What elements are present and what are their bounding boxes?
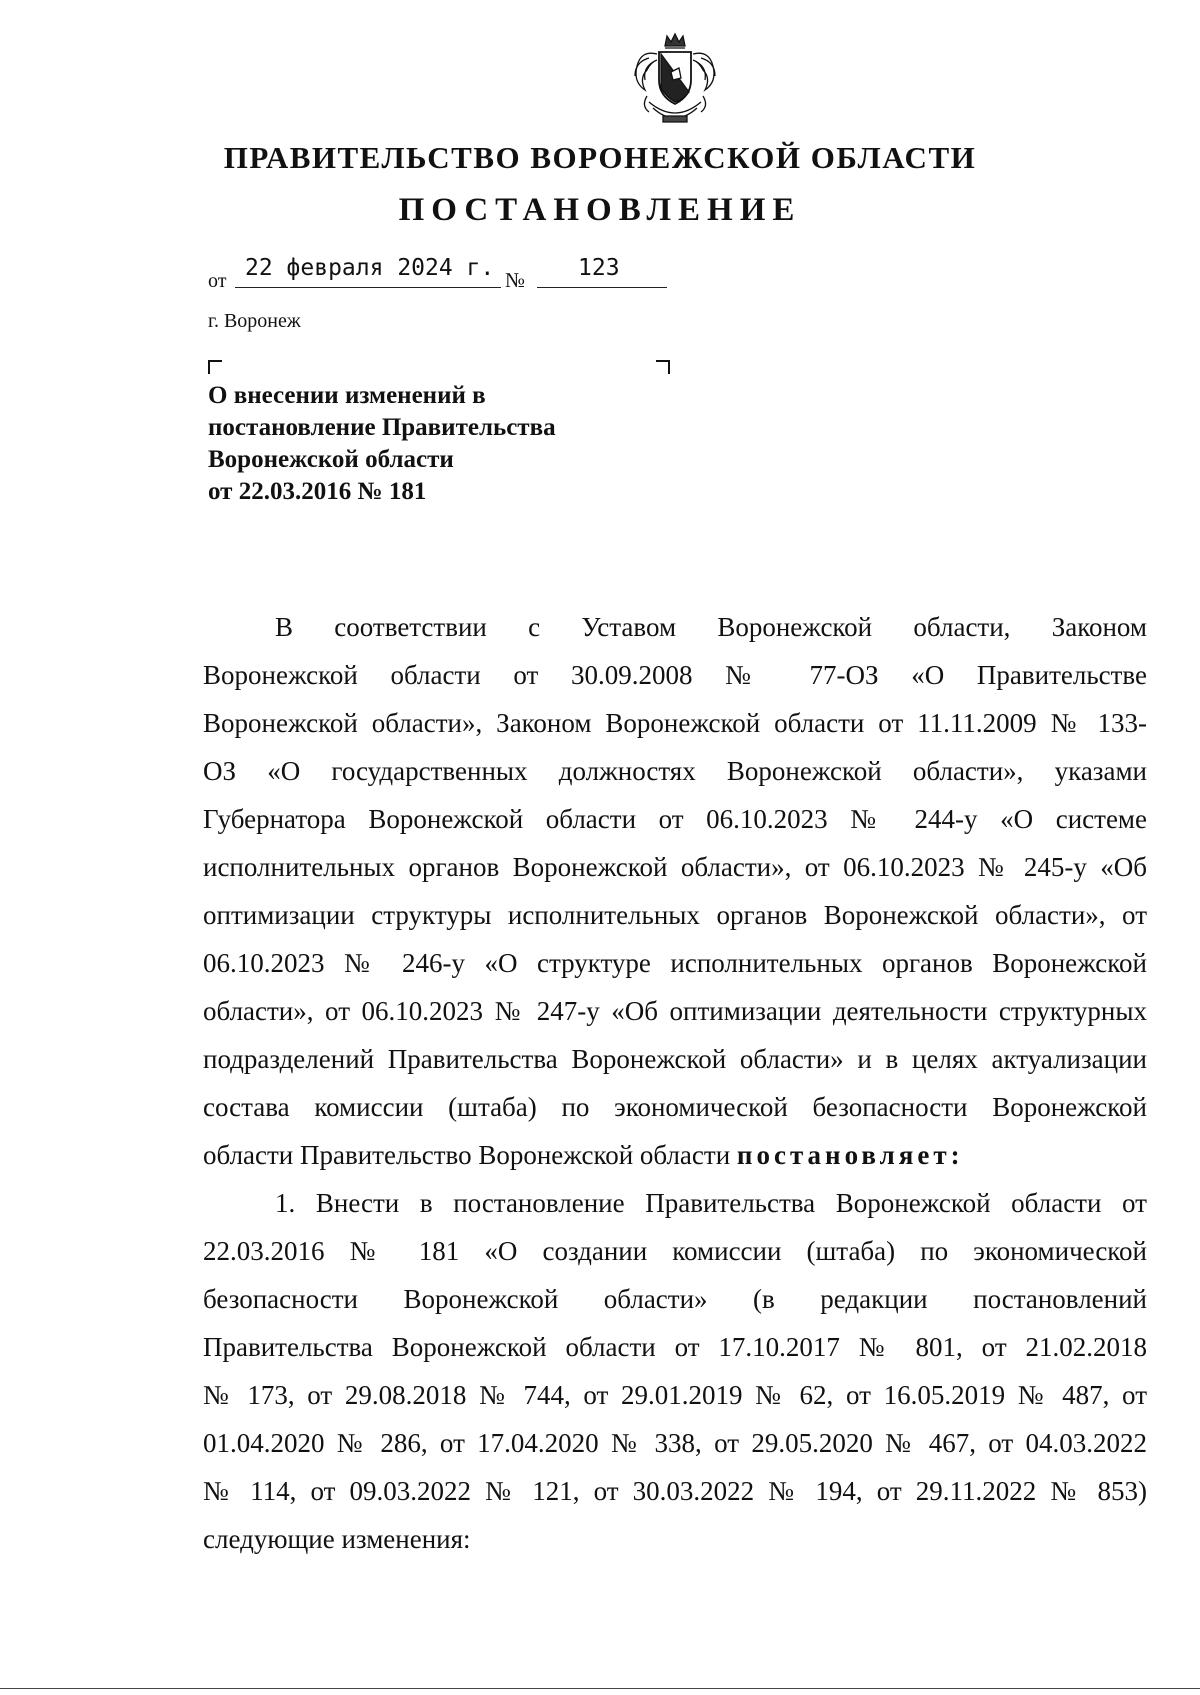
subject-line: Воронежской области	[208, 446, 454, 473]
body-line: состава комиссии (штаба) по экономической безопасности Воронежской	[203, 1092, 1147, 1122]
date-prefix-label: от	[208, 270, 227, 292]
body-line: 1. Внести в постановление Правительства Воронежской области от	[275, 1188, 1147, 1218]
date-underline	[235, 287, 501, 288]
city-label: г. Воронеж	[208, 310, 301, 332]
title-corner-right	[656, 360, 670, 374]
body-line: ОЗ «О государственных должностях Воронежской области», указами	[203, 756, 1147, 786]
body-line: 06.10.2023 № 246-у «О структуре исполнительных органов Воронежской	[203, 948, 1147, 978]
body-line: 01.04.2020 № 286, от 17.04.2020 № 338, от 29.05.2020 № 467, от 04.03.2022	[203, 1428, 1147, 1458]
body-line-text: области Правительство Воронежской области	[203, 1140, 731, 1170]
body-line: Воронежской области от 30.09.2008 № 77-ОЗ «О Правительстве	[203, 660, 1147, 690]
body-line: В соответствии с Уставом Воронежской области, Законом	[275, 612, 1147, 642]
body-line-decree	[203, 1131, 1147, 1179]
subject-line: постановление Правительства	[208, 414, 556, 441]
body-text	[203, 603, 1147, 1563]
document-date: 22 февраля 2024 г.	[245, 255, 495, 281]
body-line: Правительства Воронежской области от 17.10.2017 № 801, от 21.02.2018	[203, 1332, 1147, 1362]
body-line: Губернатора Воронежской области от 06.10.2023 № 244-у «О системе	[203, 804, 1147, 834]
subject-title	[208, 380, 668, 508]
body-line: 22.03.2016 № 181 «О создании комиссии (штаба) по экономической	[203, 1236, 1147, 1266]
coat-of-arms-emblem	[627, 32, 723, 132]
number-underline	[537, 287, 667, 288]
body-line: исполнительных органов Воронежской области», от 06.10.2023 № 245-у «Об	[203, 852, 1147, 882]
decree-word: постановляет:	[736, 1140, 964, 1170]
title-corner-left	[208, 360, 222, 374]
subject-line: О внесении изменений в	[208, 382, 486, 409]
government-name: ПРАВИТЕЛЬСТВО ВОРОНЕЖСКОЙ ОБЛАСТИ	[223, 140, 977, 175]
subject-line: от 22.03.2016 № 181	[208, 478, 427, 505]
body-line: области», от 06.10.2023 № 247-у «Об оптимизации деятельности структурных	[203, 996, 1147, 1026]
page-bottom-rule	[0, 1688, 1200, 1689]
body-line: следующие изменения:	[203, 1524, 471, 1554]
number-sign-label: №	[505, 268, 526, 292]
body-line: подразделений Правительства Воронежской области» и в целях актуализации	[203, 1044, 1147, 1074]
body-line: безопасности Воронежской области» (в редакции постановлений	[203, 1284, 1147, 1314]
body-line: Воронежской области», Законом Воронежской области от 11.11.2009 № 133-	[203, 708, 1147, 738]
body-line: оптимизации структуры исполнительных органов Воронежской области», от	[203, 900, 1147, 930]
document-type-heading: ПОСТАНОВЛЕНИЕ	[398, 192, 802, 228]
body-line: № 114, от 09.03.2022 № 121, от 30.03.2022 № 194, от 29.11.2022 № 853)	[203, 1476, 1147, 1506]
document-number: 123	[578, 255, 620, 281]
body-line: № 173, от 29.08.2018 № 744, от 29.01.2019 № 62, от 16.05.2019 № 487, от	[203, 1380, 1147, 1410]
